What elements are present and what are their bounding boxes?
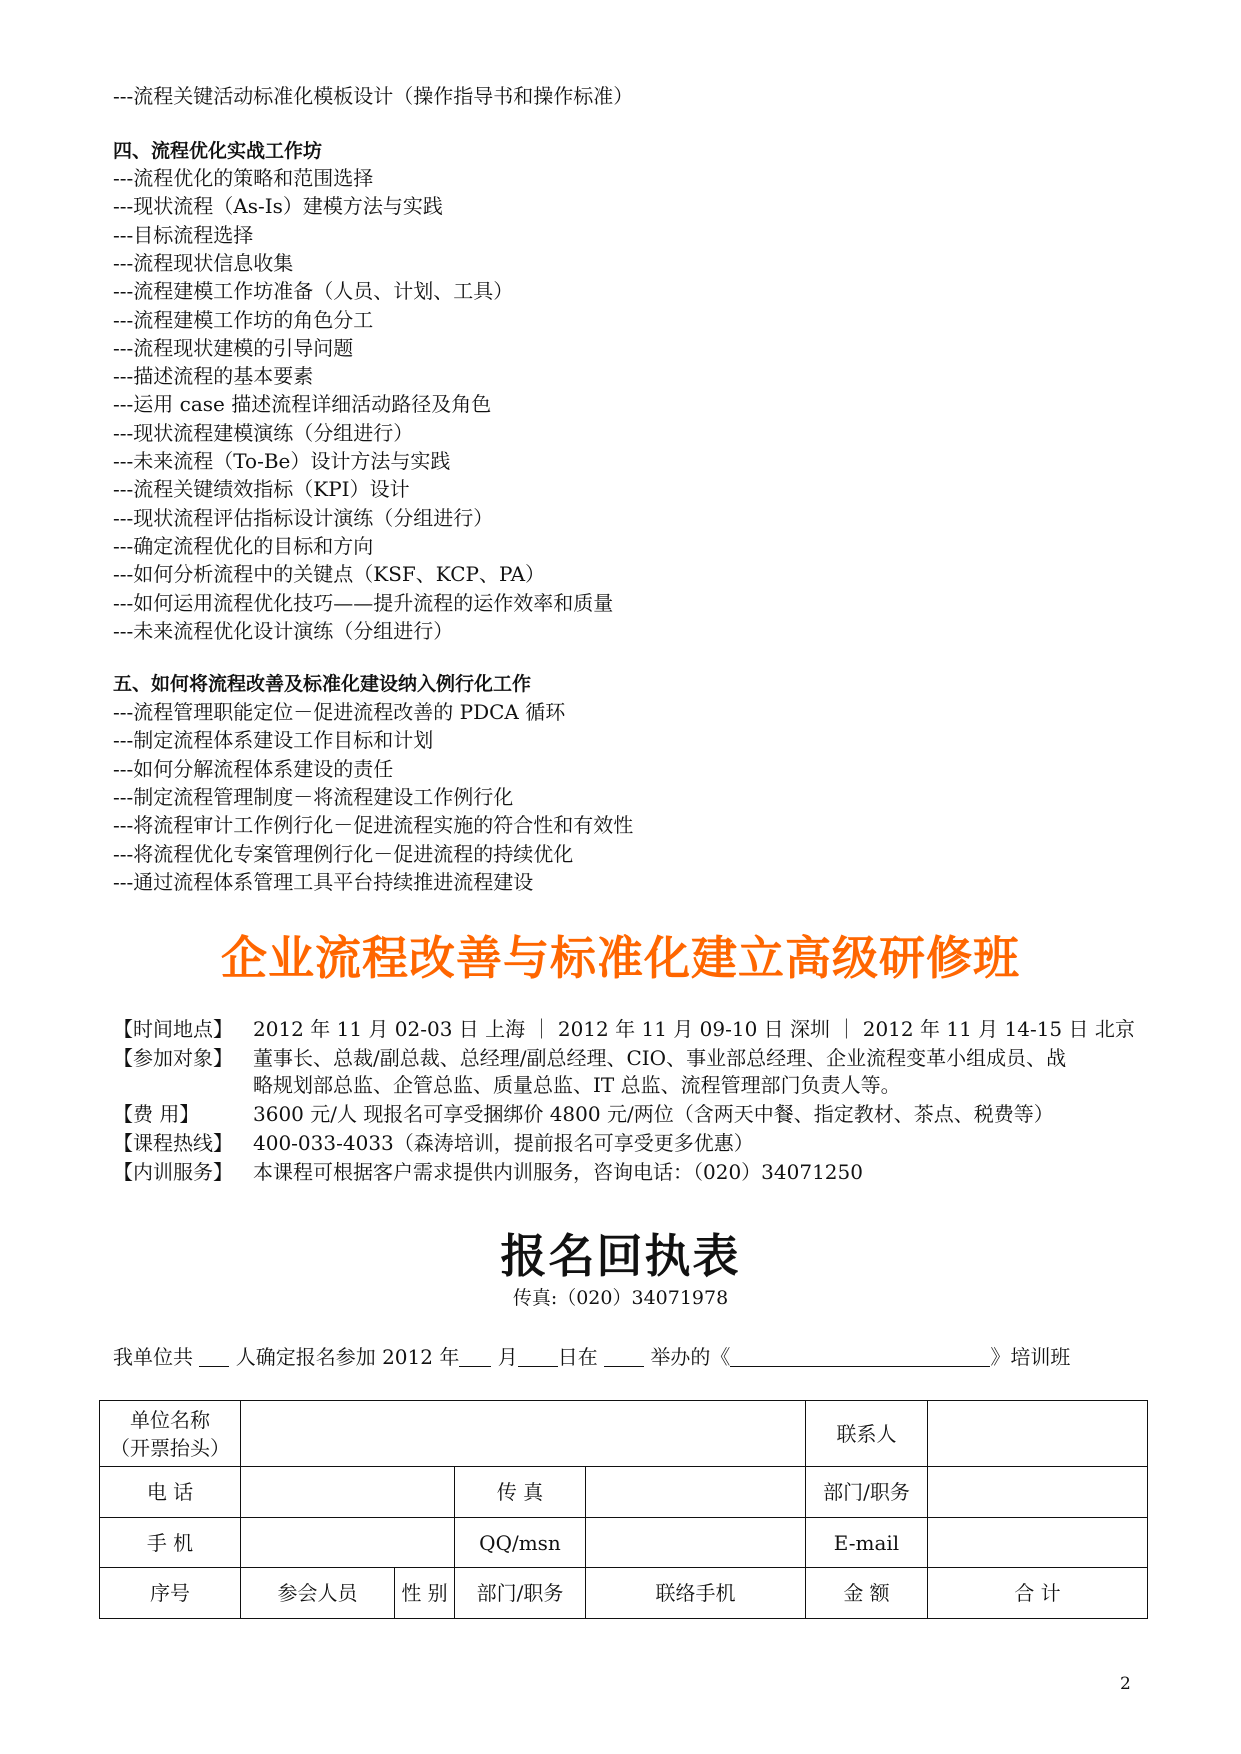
email-field[interactable] xyxy=(928,1518,1148,1568)
contact-field[interactable] xyxy=(928,1401,1148,1467)
unit-name-field[interactable] xyxy=(241,1401,806,1467)
registration-table xyxy=(99,1400,1148,1619)
sentence-part: 举办的《 xyxy=(650,1345,731,1369)
amount-header: 金 额 xyxy=(806,1568,928,1619)
list-item: ---如何运用流程优化技巧——提升流程的运作效率和质量 xyxy=(113,590,614,615)
list-item: ---如何分解流程体系建设的责任 xyxy=(113,756,394,781)
list-item: ---流程管理职能定位－促进流程改善的 PDCA 循环 xyxy=(113,700,566,724)
dept-header: 部门/职务 xyxy=(455,1568,586,1619)
section-4-heading: 四、流程优化实战工作坊 xyxy=(113,140,323,162)
gender-header: 性 别 xyxy=(395,1568,455,1619)
list-item: ---流程建模工作坊准备（人员、计划、工具） xyxy=(113,279,514,304)
total-header: 合 计 xyxy=(928,1568,1148,1619)
registration-sentence xyxy=(113,1344,1070,1370)
unit-name-label xyxy=(100,1401,241,1467)
attendee-count-blank[interactable] xyxy=(199,1346,229,1367)
time-location-value: 2012 年 11 月 02-03 日 上海 ｜ 2012 年 11 月 09-10 日 深圳 ｜ 2012 年 11 月 14-15 日 北京 xyxy=(253,1017,1135,1041)
form-fax: 传真:（020）34071978 xyxy=(512,1287,729,1309)
list-item: ---流程现状建模的引导问题 xyxy=(113,335,354,360)
sentence-part: 月 xyxy=(497,1345,518,1369)
top-line: ---流程关键活动标准化模板设计（操作指导书和操作标准） xyxy=(113,84,634,108)
list-item: ---描述流程的基本要素 xyxy=(113,364,314,389)
mobile-field[interactable] xyxy=(241,1518,455,1568)
list-item: ---流程关键绩效指标（KPI）设计 xyxy=(113,477,410,502)
list-item: ---目标流程选择 xyxy=(113,222,254,247)
course-name-blank[interactable] xyxy=(730,1346,990,1367)
list-item: ---运用 case 描述流程详细活动路径及角色 xyxy=(113,392,492,417)
list-item: ---确定流程优化的目标和方向 xyxy=(113,533,374,558)
list-item: ---通过流程体系管理工具平台持续推进流程建设 xyxy=(113,869,534,894)
contact-label: 联系人 xyxy=(806,1401,928,1467)
list-item: ---流程优化的策略和范围选择 xyxy=(113,166,374,190)
invoice-title-text: （开票抬头） xyxy=(110,1435,230,1460)
list-item: ---流程现状信息收集 xyxy=(113,250,294,275)
dept-title-label: 部门/职务 xyxy=(806,1467,928,1518)
list-item: ---制定流程体系建设工作目标和计划 xyxy=(113,728,434,753)
course-title: 企业流程改善与标准化建立高级研修班 xyxy=(221,931,1020,985)
unit-name-text: 单位名称 xyxy=(130,1407,210,1432)
fax-label: 传 真 xyxy=(455,1467,586,1518)
attendee-header: 参会人员 xyxy=(241,1568,395,1619)
inhouse-row xyxy=(113,1159,863,1185)
audience-value-line-2: 略规划部总监、企管总监、质量总监、IT 总监、流程管理部门负责人等。 xyxy=(253,1073,901,1097)
phone-label: 电 话 xyxy=(100,1467,241,1518)
list-item: ---将流程优化专案管理例行化－促进流程的持续优化 xyxy=(113,841,574,866)
audience-label: 【参加对象】 xyxy=(113,1046,233,1070)
sentence-part: 》培训班 xyxy=(990,1345,1071,1369)
time-location-row xyxy=(113,1016,1135,1042)
audience-value-line-1: 董事长、总裁/副总裁、总经理/副总经理、CIO、事业部总经理、企业流程变革小组成员、战 xyxy=(253,1046,1067,1070)
hotline-row xyxy=(113,1130,754,1156)
fax-field[interactable] xyxy=(586,1467,806,1518)
table-row xyxy=(100,1467,1148,1518)
list-item: ---未来流程（To-Be）设计方法与实践 xyxy=(113,449,451,473)
email-label: E-mail xyxy=(806,1518,928,1568)
table-row xyxy=(100,1401,1148,1467)
sentence-part: 人确定报名参加 2012 年 xyxy=(235,1345,460,1369)
dept-title-field[interactable] xyxy=(928,1467,1148,1518)
phone-field[interactable] xyxy=(241,1467,455,1518)
hotline-value: 400-033-4033（森涛培训，提前报名可享受更多优惠） xyxy=(253,1131,754,1155)
inhouse-label: 【内训服务】 xyxy=(113,1160,233,1184)
list-item: ---将流程审计工作例行化－促进流程实施的符合性和有效性 xyxy=(113,813,634,838)
list-item: ---制定流程管理制度－将流程建设工作例行化 xyxy=(113,784,514,809)
sentence-part: 日在 xyxy=(557,1345,598,1369)
list-item: ---现状流程评估指标设计演练（分组进行） xyxy=(113,505,494,530)
fee-value: 3600 元/人 现报名可享受捆绑价 4800 元/两位（含两天中餐、指定教材、茶点、税费等） xyxy=(253,1102,1054,1126)
list-item: ---未来流程优化设计演练（分组进行） xyxy=(113,618,454,643)
city-blank[interactable] xyxy=(604,1346,644,1367)
list-item: ---流程建模工作坊的角色分工 xyxy=(113,307,374,332)
seq-header: 序号 xyxy=(100,1568,241,1619)
time-location-label: 【时间地点】 xyxy=(113,1017,233,1041)
table-row xyxy=(100,1518,1148,1568)
mobile-label: 手 机 xyxy=(100,1518,241,1568)
list-item: ---现状流程建模演练（分组进行） xyxy=(113,420,414,445)
sentence-part: 我单位共 xyxy=(113,1345,193,1369)
fee-row xyxy=(113,1101,1054,1127)
inhouse-value: 本课程可根据客户需求提供内训服务，咨询电话：（020）34071250 xyxy=(253,1160,863,1184)
fee-label: 【费 用】 xyxy=(113,1102,200,1126)
list-item: ---现状流程（As-Is）建模方法与实践 xyxy=(113,194,443,219)
qq-msn-field[interactable] xyxy=(586,1518,806,1568)
section-5-heading: 五、如何将流程改善及标准化建设纳入例行化工作 xyxy=(113,673,532,695)
page-number: 2 xyxy=(1120,1674,1131,1694)
hotline-label: 【课程热线】 xyxy=(113,1131,233,1155)
day-blank[interactable] xyxy=(518,1346,558,1367)
form-title: 报名回执表 xyxy=(500,1229,741,1283)
list-item: ---如何分析流程中的关键点（KSF、KCP、PA） xyxy=(113,562,546,587)
audience-row xyxy=(113,1045,1066,1071)
qq-msn-label: QQ/msn xyxy=(455,1518,586,1568)
table-row xyxy=(100,1568,1148,1619)
month-blank[interactable] xyxy=(459,1346,491,1367)
contact-mobile-header: 联络手机 xyxy=(586,1568,806,1619)
